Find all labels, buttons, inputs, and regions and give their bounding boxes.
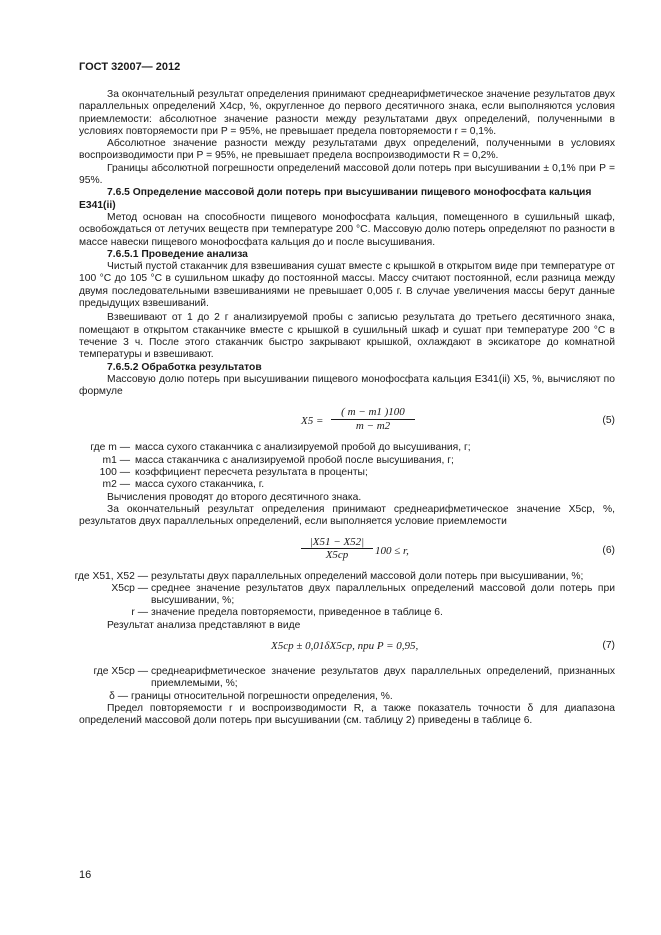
- section-heading-7-6-5: 7.6.5 Определение массовой доли потерь при высушивании пищевого монофосфата кальция Е341(ii): [79, 187, 592, 211]
- legend-formula-7: [79, 666, 615, 703]
- section-heading-7-6-5-1: 7.6.5.1 Проведение анализа: [107, 248, 248, 260]
- formula-6: [79, 537, 615, 565]
- formula-number: (7): [602, 639, 615, 651]
- legend-row: [79, 479, 615, 491]
- paragraph: Предел повторяемости r и воспроизводимости R, а также показатель точности δ для диапазона определений массовой доли потерь при высушивании (см. таблицу 2) приведены в таблице 6.: [79, 702, 615, 727]
- page-number: 16: [79, 869, 92, 881]
- legend-key: где X51, X52 —: [74, 570, 148, 582]
- legend-key: m2 —: [102, 479, 130, 491]
- formula-numerator: ( m − m1 )100: [341, 406, 405, 419]
- paragraph: Чистый пустой стаканчик для взвешивания сушат вместе с крышкой в открытом виде при температуре от 100 °С до 105 °С в сушильном шкафу до постоянной массы. Массу считают постоянной, если разница между двумя последовательными взвешиваниями не превышает 0,005 г. В случае увеличения массы берут данные предыдущих взвешиваний.: [79, 261, 615, 310]
- formula-5: [79, 406, 615, 436]
- legend-text: масса стаканчика с анализируемой пробой после высушивания, г;: [135, 454, 454, 466]
- legend-text: значение предела повторяемости, приведенное в таблице 6.: [151, 607, 443, 619]
- legend-text: масса сухого стаканчика с анализируемой пробой до высушивания, г;: [135, 442, 471, 454]
- legend-text: среднее значение результатов двух параллельных определений массовой доли потерь при высушивании, %;: [151, 582, 615, 607]
- legend-row: [79, 455, 615, 467]
- paragraph: За окончательный результат определения принимают среднеарифметическое значение результатов двух параллельных определений X4ср, %, округленное до первого десятичного знака, если выполняются условия приемлемости: абсолютное значение разности между результатами двух определений, полученными в условиях повторяемости при P = 95%, не превышает предела повторяемости r = 0,1%.: [79, 89, 615, 137]
- formula-number: (6): [602, 544, 615, 556]
- legend-text: границы относительной погрешности определения, %.: [131, 690, 393, 702]
- legend-key: где m —: [90, 442, 130, 454]
- standard-header: ГОСТ 32007— 2012: [79, 61, 181, 73]
- paragraph: Метод основан на способности пищевого монофосфата кальция, помещенного в сушильный шкаф, освобождаться от летучих веществ при температуре 200 °С. Массовую долю потерь определяют по разности в массе навески пищевого монофосфата кальция до и после высушивания.: [79, 211, 615, 248]
- page-body: [74, 89, 615, 727]
- formula-expression: X5ср ± 0,01δX5ср, при P = 0,95,: [271, 639, 419, 652]
- legend-row: [74, 570, 615, 583]
- formula-lhs: X5 =: [301, 415, 324, 428]
- legend-key: δ —: [109, 690, 128, 702]
- legend-row: [79, 583, 615, 608]
- formula-7: [79, 640, 615, 656]
- legend-row: [79, 691, 615, 703]
- paragraph: Массовую долю потерь при высушивании пищевого монофосфата кальция Е341(ii) X5, %, вычисляют по формуле: [79, 373, 615, 398]
- paragraph: Границы абсолютной погрешности определений массовой доли потерь при высушивании ± 0,1% при P = 95%.: [79, 162, 615, 187]
- legend-key: r —: [131, 607, 148, 619]
- legend-text: среднеарифметическое значение результатов двух параллельных определений, признанных приемлемыми, %;: [151, 665, 615, 690]
- formula-fraction: [331, 406, 415, 432]
- legend-text: коэффициент пересчета результата в проценты;: [135, 467, 368, 479]
- formula-denominator: X5ср: [325, 548, 349, 561]
- legend-row: [79, 666, 615, 691]
- legend-row: [79, 467, 615, 479]
- formula-rhs: 100 ≤ r,: [375, 544, 409, 557]
- paragraph: За окончательный результат определения принимают среднеарифметическое значение X5ср, %, результатов двух параллельных определений, если выполняется условие приемлемости: [79, 503, 615, 528]
- legend-key: m1 —: [102, 454, 130, 466]
- paragraph: Результат анализа представляют в виде: [107, 619, 301, 631]
- section-heading-7-6-5-2: 7.6.5.2 Обработка результатов: [107, 361, 262, 373]
- legend-key: 100 —: [99, 467, 130, 479]
- legend-formula-5: [79, 442, 615, 491]
- paragraph: Вычисления проводят до второго десятичного знака.: [107, 491, 362, 503]
- legend-row: [79, 442, 615, 454]
- legend-text: результаты двух параллельных определений массовой доли потерь при высушивании, %;: [151, 570, 584, 582]
- paragraph: Взвешивают от 1 до 2 г анализируемой пробы с записью результата до третьего десятичного знака, помещают в открытом стаканчике вместе с крышкой в сушильный шкаф и сушат при температуре 200 °С в течение 3 ч. После этого стаканчик быстро закрывают крышкой, охлаждают в эксикаторе до комнатной температуры и взвешивают.: [79, 312, 615, 361]
- formula-fraction: [301, 536, 373, 562]
- legend-text: масса сухого стаканчика, г.: [135, 479, 265, 491]
- legend-key: где X5ср —: [93, 665, 148, 677]
- legend-row: [79, 607, 615, 619]
- paragraph: Абсолютное значение разности между результатами двух определений, полученными в условиях воспроизводимости при P = 95%, не превышает предела воспроизводимости R = 0,2%.: [79, 138, 615, 162]
- formula-numerator: |X51 − X52|: [309, 535, 365, 548]
- formula-number: (5): [602, 415, 615, 427]
- formula-denominator: m − m2: [355, 419, 391, 432]
- legend-key: X5ср —: [111, 582, 148, 594]
- legend-formula-6: [74, 570, 615, 620]
